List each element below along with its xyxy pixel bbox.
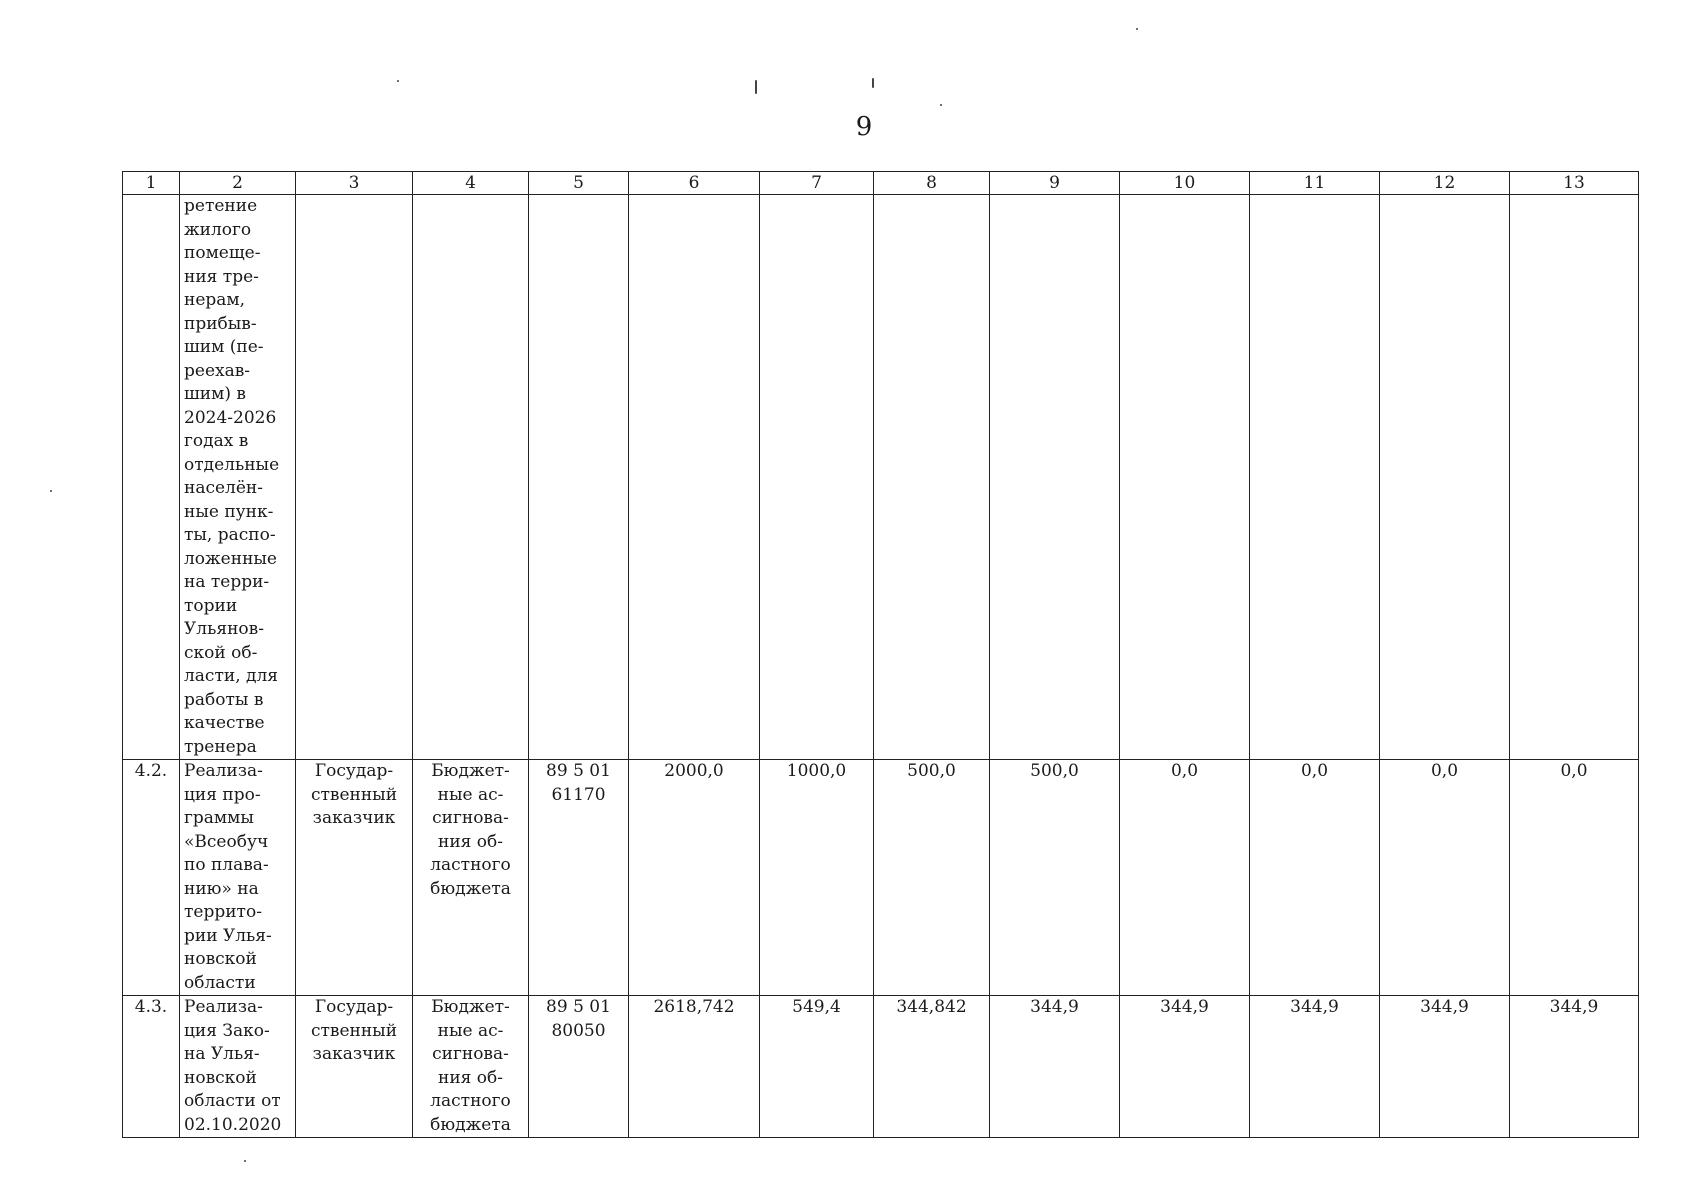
column-header: 11 [1250,172,1380,195]
value-cell: 344,842 [874,996,990,1138]
value-cell [760,195,874,760]
budget-code-cell: 89 5 01 61170 [529,760,629,996]
column-header: 12 [1380,172,1510,195]
value-cell [990,195,1120,760]
value-cell: 500,0 [874,760,990,996]
customer-cell [296,195,413,760]
table-row [123,996,1639,1138]
value-cell: 2618,742 [629,996,760,1138]
value-cell: 2000,0 [629,760,760,996]
budget-table [122,171,1639,1138]
column-header: 10 [1120,172,1250,195]
value-cell [629,195,760,760]
measure-name-cell: Реализа- ция про- граммы «Всеобуч по плава- нию» на террито- рии Улья- новской области [180,760,296,996]
row-index: 4.2. [123,760,180,996]
value-cell: 0,0 [1120,760,1250,996]
value-cell: 1000,0 [760,760,874,996]
budget-code-cell: 89 5 01 80050 [529,996,629,1138]
value-cell: 0,0 [1510,760,1639,996]
funding-source-cell: Бюджет- ные ас- сигнова- ния об- ластного бюджета [413,760,529,996]
value-cell: 549,4 [760,996,874,1138]
scan-speck [50,490,52,492]
value-cell: 344,9 [1380,996,1510,1138]
column-header: 2 [180,172,296,195]
table-row [123,195,1639,760]
header-row [123,172,1639,195]
scan-speck [1136,28,1138,30]
column-header: 9 [990,172,1120,195]
scan-speck [244,1160,246,1162]
funding-source-cell [413,195,529,760]
value-cell: 0,0 [1250,760,1380,996]
measure-name-cell: Реализа- ция Зако- на Улья- новской области от 02.10.2020 [180,996,296,1138]
value-cell: 344,9 [1250,996,1380,1138]
column-header: 1 [123,172,180,195]
column-header: 13 [1510,172,1639,195]
column-header: 4 [413,172,529,195]
value-cell: 344,9 [1510,996,1639,1138]
value-cell [874,195,990,760]
value-cell [1120,195,1250,760]
column-header: 6 [629,172,760,195]
value-cell [1510,195,1639,760]
value-cell: 344,9 [1120,996,1250,1138]
scan-speck [397,80,399,82]
value-cell: 0,0 [1380,760,1510,996]
column-header: 3 [296,172,413,195]
customer-cell: Государ- ственный заказчик [296,760,413,996]
row-index: 4.3. [123,996,180,1138]
row-index [123,195,180,760]
value-cell [1250,195,1380,760]
column-header: 7 [760,172,874,195]
customer-cell: Государ- ственный заказчик [296,996,413,1138]
page-number: 9 [855,112,873,142]
scan-speck [872,78,874,88]
measure-name-cell: ретение жилого помеще- ния тре- нерам, прибыв- шим (пе- реехав- шим) в 2024-2026 годах в отдельные населён- ные пунк- ты, распо- ложенные на терри- тории Ульянов- ской об- ласти, для работы в качестве тренера [180,195,296,760]
budget-code-cell [529,195,629,760]
scan-speck [755,80,757,94]
value-cell [1380,195,1510,760]
funding-source-cell: Бюджет- ные ас- сигнова- ния об- ластного бюджета [413,996,529,1138]
table-row [123,760,1639,996]
value-cell: 500,0 [990,760,1120,996]
column-header: 5 [529,172,629,195]
scan-speck [940,104,942,106]
column-header: 8 [874,172,990,195]
value-cell: 344,9 [990,996,1120,1138]
